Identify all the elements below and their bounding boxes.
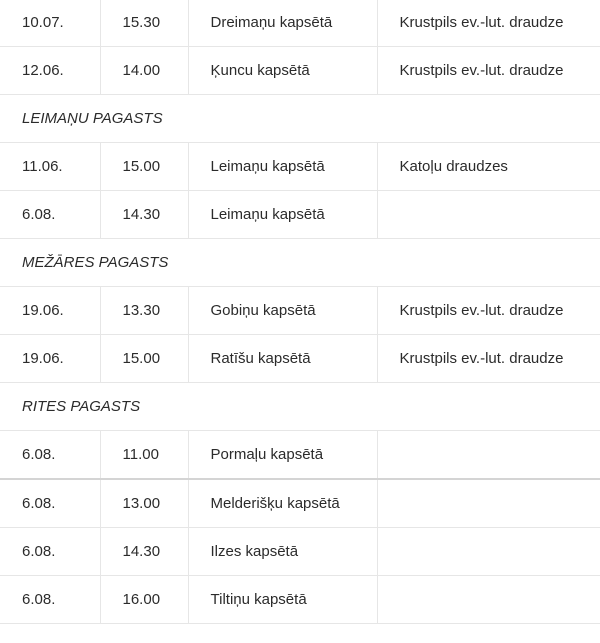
section-title: MEŽĀRES PAGASTS bbox=[0, 239, 600, 287]
date-cell: 6.08. bbox=[0, 191, 100, 239]
table-row bbox=[0, 479, 600, 528]
place-cell: Dreimaņu kapsētā bbox=[188, 0, 377, 47]
table-row bbox=[0, 287, 600, 335]
church-cell: Krustpils ev.-lut. draudze bbox=[377, 335, 600, 383]
table-row bbox=[0, 191, 600, 239]
church-cell bbox=[377, 576, 600, 624]
table-row bbox=[0, 335, 600, 383]
time-cell: 15.30 bbox=[100, 0, 188, 47]
time-cell: 13.00 bbox=[100, 479, 188, 528]
table-row bbox=[0, 0, 600, 47]
church-cell bbox=[377, 191, 600, 239]
church-cell bbox=[377, 479, 600, 528]
time-cell: 14.00 bbox=[100, 47, 188, 95]
section-header-mezares bbox=[0, 239, 600, 287]
place-cell: Melderišķu kapsētā bbox=[188, 479, 377, 528]
place-cell: Tiltiņu kapsētā bbox=[188, 576, 377, 624]
section-header-leimanu bbox=[0, 95, 600, 143]
date-cell: 12.06. bbox=[0, 47, 100, 95]
table-row bbox=[0, 431, 600, 480]
table-row bbox=[0, 143, 600, 191]
date-cell: 19.06. bbox=[0, 287, 100, 335]
date-cell: 11.06. bbox=[0, 143, 100, 191]
place-cell: Ilzes kapsētā bbox=[188, 528, 377, 576]
time-cell: 15.00 bbox=[100, 335, 188, 383]
date-cell: 10.07. bbox=[0, 0, 100, 47]
time-cell: 14.30 bbox=[100, 191, 188, 239]
place-cell: Gobiņu kapsētā bbox=[188, 287, 377, 335]
section-header-rites bbox=[0, 383, 600, 431]
table-row bbox=[0, 528, 600, 576]
date-cell: 6.08. bbox=[0, 528, 100, 576]
church-cell: Krustpils ev.-lut. draudze bbox=[377, 0, 600, 47]
table-row bbox=[0, 47, 600, 95]
date-cell: 6.08. bbox=[0, 576, 100, 624]
place-cell: Ķuncu kapsētā bbox=[188, 47, 377, 95]
church-cell bbox=[377, 431, 600, 480]
place-cell: Ratīšu kapsētā bbox=[188, 335, 377, 383]
place-cell: Leimaņu kapsētā bbox=[188, 143, 377, 191]
date-cell: 19.06. bbox=[0, 335, 100, 383]
church-cell: Krustpils ev.-lut. draudze bbox=[377, 47, 600, 95]
date-cell: 6.08. bbox=[0, 479, 100, 528]
date-cell: 6.08. bbox=[0, 431, 100, 480]
time-cell: 11.00 bbox=[100, 431, 188, 480]
section-title: LEIMAŅU PAGASTS bbox=[0, 95, 600, 143]
place-cell: Leimaņu kapsētā bbox=[188, 191, 377, 239]
section-title: RITES PAGASTS bbox=[0, 383, 600, 431]
time-cell: 13.30 bbox=[100, 287, 188, 335]
time-cell: 16.00 bbox=[100, 576, 188, 624]
place-cell: Pormaļu kapsētā bbox=[188, 431, 377, 480]
church-cell: Krustpils ev.-lut. draudze bbox=[377, 287, 600, 335]
time-cell: 14.30 bbox=[100, 528, 188, 576]
church-cell: Katoļu draudzes bbox=[377, 143, 600, 191]
church-cell bbox=[377, 528, 600, 576]
time-cell: 15.00 bbox=[100, 143, 188, 191]
table-row bbox=[0, 576, 600, 624]
